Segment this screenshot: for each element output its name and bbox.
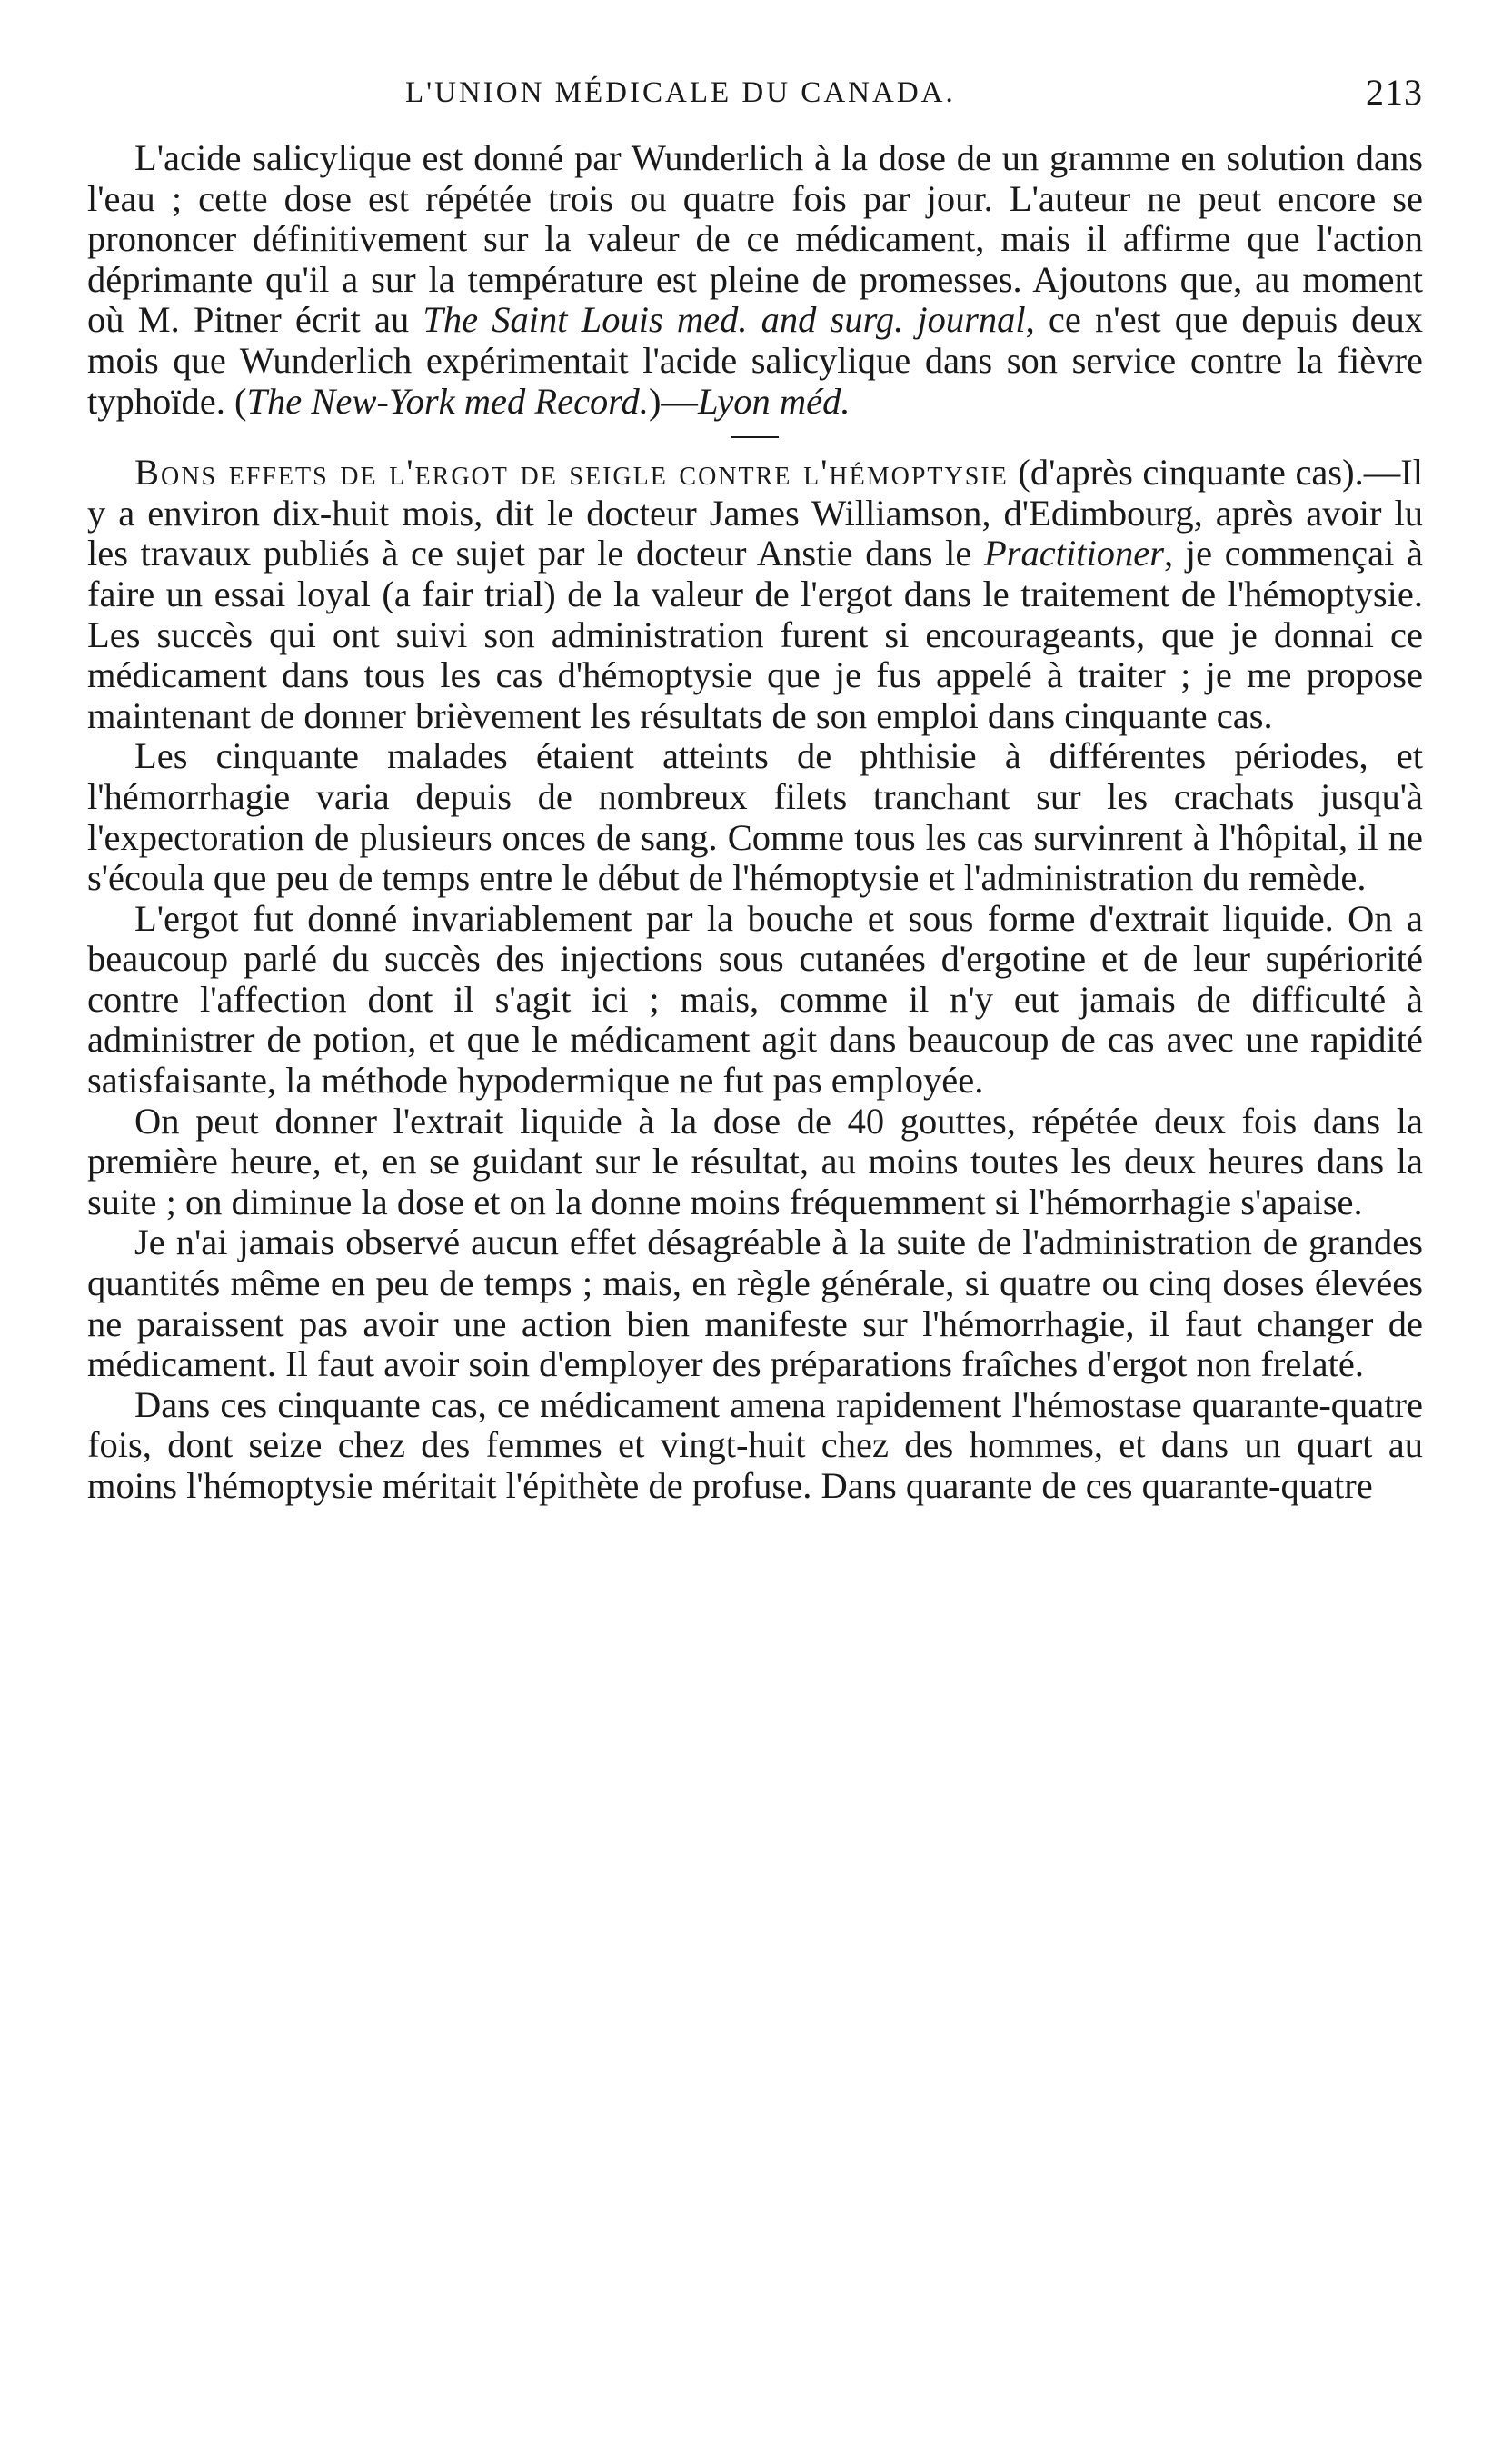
- journal-title: The Saint Louis med. and surg. journal: [423, 299, 1026, 341]
- running-title: L'UNION MÉDICALE DU CANADA.: [405, 76, 956, 109]
- section-divider: [731, 436, 779, 438]
- source-citation-lyon: Lyon méd.: [697, 380, 850, 422]
- paragraph-salicylic-acid: [87, 138, 1423, 422]
- text-run: , ce n'est que depuis deux mois que Wunderlich expérimentait l'acide salicylique dans son service contre la fièvre typhoïde. (: [87, 299, 1423, 422]
- paragraph-results: Dans ces cinquante cas, ce médicament amena rapidement l'hémostase quarante-quatre fois, dont seize chez des femmes et vingt-huit chez des hommes, et dans un quart au moins l'hémoptysie méritait l'épithète de profuse. Dans quarante de ces quarante-quatre: [87, 1383, 1423, 1506]
- text-run: , je commençai à faire un essai loyal (a fair trial) de la valeur de l'ergot dans le traitement de l'hémoptysie. Les succès qui ont suivi son administration furent si encourageants, que je donnai ce médicament dans tous les cas d'hémoptysie que je fus appelé à traiter ; je me propose maintenant de donner brièvement les résultats de son emploi dans cinquante cas.: [87, 533, 1423, 736]
- book-page: [87, 71, 1423, 1507]
- section-heading: Bons effets de l'ergot de seigle contre l'hémoptysie: [134, 452, 1009, 494]
- paragraph-dosage: On peut donner l'extrait liquide à la dose de 40 gouttes, répétée deux fois dans la première heure, et, en se guidant sur le résultat, au moins toutes les deux heures dans la suite ; on diminue la dose et on la donne moins fréquemment si l'hémorrhagie s'apaise.: [87, 1100, 1423, 1222]
- page-number: 213: [1366, 72, 1423, 113]
- text-run: )—: [648, 380, 698, 422]
- running-header: [87, 71, 1423, 135]
- journal-title-practitioner: Practitioner: [984, 533, 1165, 574]
- paragraph-administration: L'ergot fut donné invariablement par la bouche et sous forme d'extrait liquide. On a beaucoup parlé du succès des injections sous cutanées d'ergotine et de leur supériorité contre l'affection dont il s'agit ici ; mais, comme il n'y eut jamais de difficulté à administrer de potion, et que le médicament agit dans beaucoup de cas avec une rapidité satisfaisante, la méthode hypodermique ne fut pas employée.: [87, 897, 1423, 1102]
- paragraph-side-effects: Je n'ai jamais observé aucun effet désagréable à la suite de l'administration de grandes quantités même en peu de temps ; mais, en règle générale, si quatre ou cinq doses élevées ne paraissent pas avoir une action bien manifeste sur l'hémorrhagie, il faut changer de médicament. Il faut avoir soin d'employer des préparations fraîches d'ergot non frelaté.: [87, 1222, 1423, 1385]
- text-run: L'acide salicylique est donné par Wunderlich à la dose de un gramme en solution dans l'eau ; cette dose est répétée trois ou quatre fois par jour. L'auteur ne peut encore se prononcer définitivement sur la valeur de ce médicament, mais il affirme que l'action déprimante qu'il a sur la température est pleine de promesses. Ajoutons que, au moment où M. Pitner écrit au: [87, 137, 1423, 341]
- text-run: (d'après cinquante cas).—Il y a environ dix-huit mois, dit le docteur James Williamson, d'Edimbourg, après avoir lu les travaux publiés à ce sujet par le docteur Anstie dans le: [87, 452, 1424, 574]
- source-citation: The New-York med Record.: [246, 380, 649, 422]
- paragraph-ergot-intro: [87, 453, 1423, 736]
- paragraph-patients: Les cinquante malades étaient atteints de phthisie à différentes périodes, et l'hémorrhagie varia depuis de nombreux filets tranchant sur les crachats jusqu'à l'expectoration de plusieurs onces de sang. Comme tous les cas survinrent à l'hôpital, il ne s'écoula que peu de temps entre le début de l'hémoptysie et l'administration du remède.: [87, 735, 1423, 899]
